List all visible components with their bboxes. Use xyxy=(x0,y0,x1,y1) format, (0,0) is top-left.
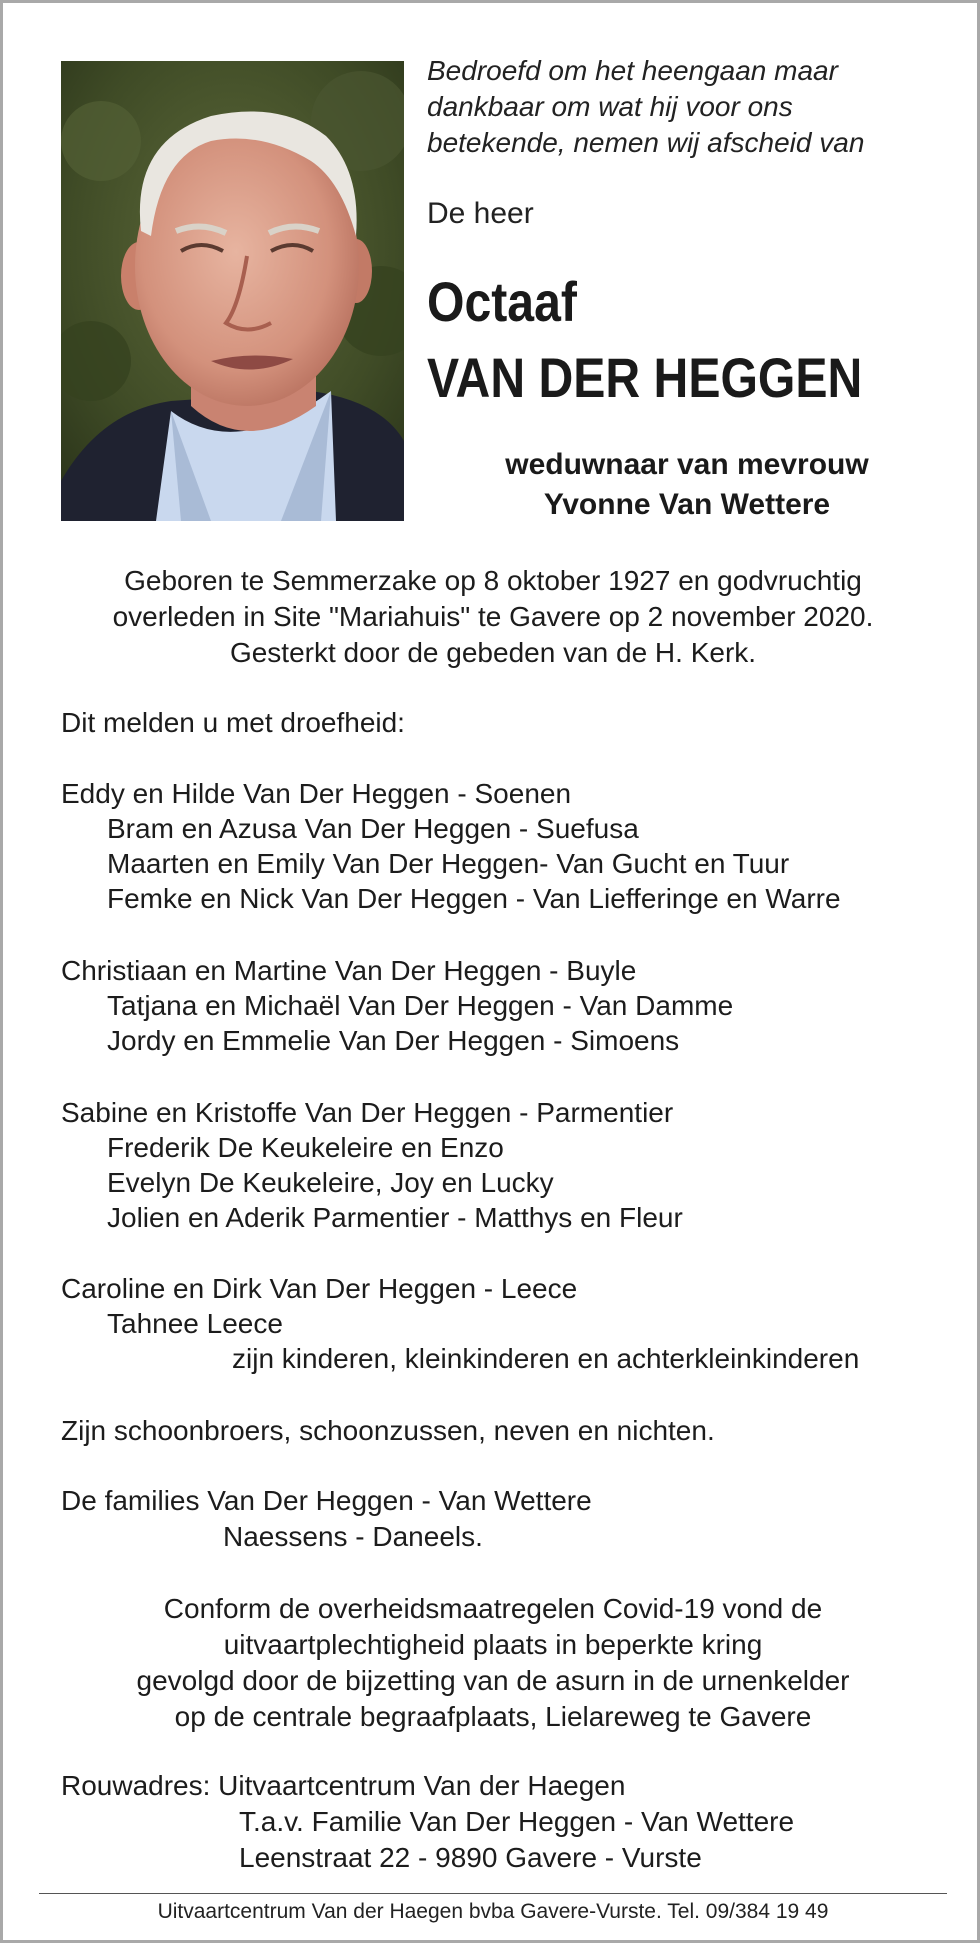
portrait-photo xyxy=(61,61,404,521)
spouse-line: weduwnaar van mevrouw xyxy=(505,448,869,481)
deceased-last-name: VAN DER HEGGEN xyxy=(427,346,863,409)
inlaws-line: Zijn schoonbroers, schoonzussen, neven en nichten. xyxy=(61,1415,715,1446)
covid-line: gevolgd door de bijzetting van de asurn in de urnenkelder xyxy=(136,1665,850,1696)
family-group xyxy=(61,1095,683,1235)
address-line: Leenstraat 22 - 9890 Gavere - Vurste xyxy=(239,1842,702,1873)
family-child: Maarten en Emily Van Der Heggen- Van Gucht en Tuur xyxy=(107,848,790,879)
funeral-home-footer: Uitvaartcentrum Van der Haegen bvba Gavere-Vurste. Tel. 09/384 19 49 xyxy=(157,1900,829,1923)
address-line: T.a.v. Familie Van Der Heggen - Van Wettere xyxy=(239,1806,795,1837)
family-child: Femke en Nick Van Der Heggen - Van Liefferinge en Warre xyxy=(107,883,841,914)
extended-family-line: Naessens - Daneels. xyxy=(223,1521,483,1552)
family-group xyxy=(61,776,841,916)
family-child: Tahnee Leece xyxy=(107,1308,283,1339)
covid-line: uitvaartplechtigheid plaats in beperkte kring xyxy=(223,1629,763,1660)
mourning-address xyxy=(61,1768,794,1876)
covid-line: op de centrale begraafplaats, Lielareweg te Gavere xyxy=(174,1701,812,1732)
family-child: Bram en Azusa Van Der Heggen - Suefusa xyxy=(107,813,639,844)
birth-death-line: overleden in Site "Mariahuis" te Gavere op 2 november 2020. xyxy=(112,601,874,632)
footer-divider xyxy=(39,1893,947,1894)
family-child: Jordy en Emmelie Van Der Heggen - Simoens xyxy=(107,1025,680,1056)
family-group xyxy=(61,1271,859,1376)
covid-notice xyxy=(43,1591,943,1735)
family-group xyxy=(61,953,733,1058)
extended-family-line: De families Van Der Heggen - Van Wettere xyxy=(61,1485,592,1516)
family-head: Eddy en Hilde Van Der Heggen - Soenen xyxy=(61,778,572,809)
intro-line: Bedroefd om het heengaan maar xyxy=(427,55,838,86)
announcement: Dit melden u met droefheid: xyxy=(61,707,405,738)
spouse-info xyxy=(427,445,947,525)
family-child: Evelyn De Keukeleire, Joy en Lucky xyxy=(107,1167,554,1198)
family-head: Christiaan en Martine Van Der Heggen - Buyle xyxy=(61,955,637,986)
spouse-line: Yvonne Van Wettere xyxy=(543,488,831,521)
birth-death-line: Gesterkt door de gebeden van de H. Kerk. xyxy=(229,637,757,668)
birth-death-line: Geboren te Semmerzake op 8 oktober 1927 en godvruchtig xyxy=(124,565,862,596)
covid-line: Conform de overheidsmaatregelen Covid-19 vond de xyxy=(163,1593,823,1624)
honorific: De heer xyxy=(427,197,534,230)
intro-line: betekende, nemen wij afscheid van xyxy=(427,127,865,158)
family-head: Sabine en Kristoffe Van Der Heggen - Parmentier xyxy=(61,1097,674,1128)
birth-death-info xyxy=(43,563,943,671)
family-child: Jolien en Aderik Parmentier - Matthys en Fleur xyxy=(107,1202,683,1233)
family-head: Caroline en Dirk Van Der Heggen - Leece xyxy=(61,1273,578,1304)
deceased-first-name: Octaaf xyxy=(427,270,577,333)
address-line: Rouwadres: Uitvaartcentrum Van der Haegen xyxy=(61,1770,626,1801)
extended-families xyxy=(61,1483,592,1555)
portrait-illustration xyxy=(61,61,404,521)
family-child: Frederik De Keukeleire en Enzo xyxy=(107,1132,504,1163)
intro-text xyxy=(427,53,947,161)
family-summary: zijn kinderen, kleinkinderen en achterkleinkinderen xyxy=(232,1343,860,1374)
family-child: Tatjana en Michaël Van Der Heggen - Van Damme xyxy=(107,990,734,1021)
intro-line: dankbaar om wat hij voor ons xyxy=(427,91,793,122)
